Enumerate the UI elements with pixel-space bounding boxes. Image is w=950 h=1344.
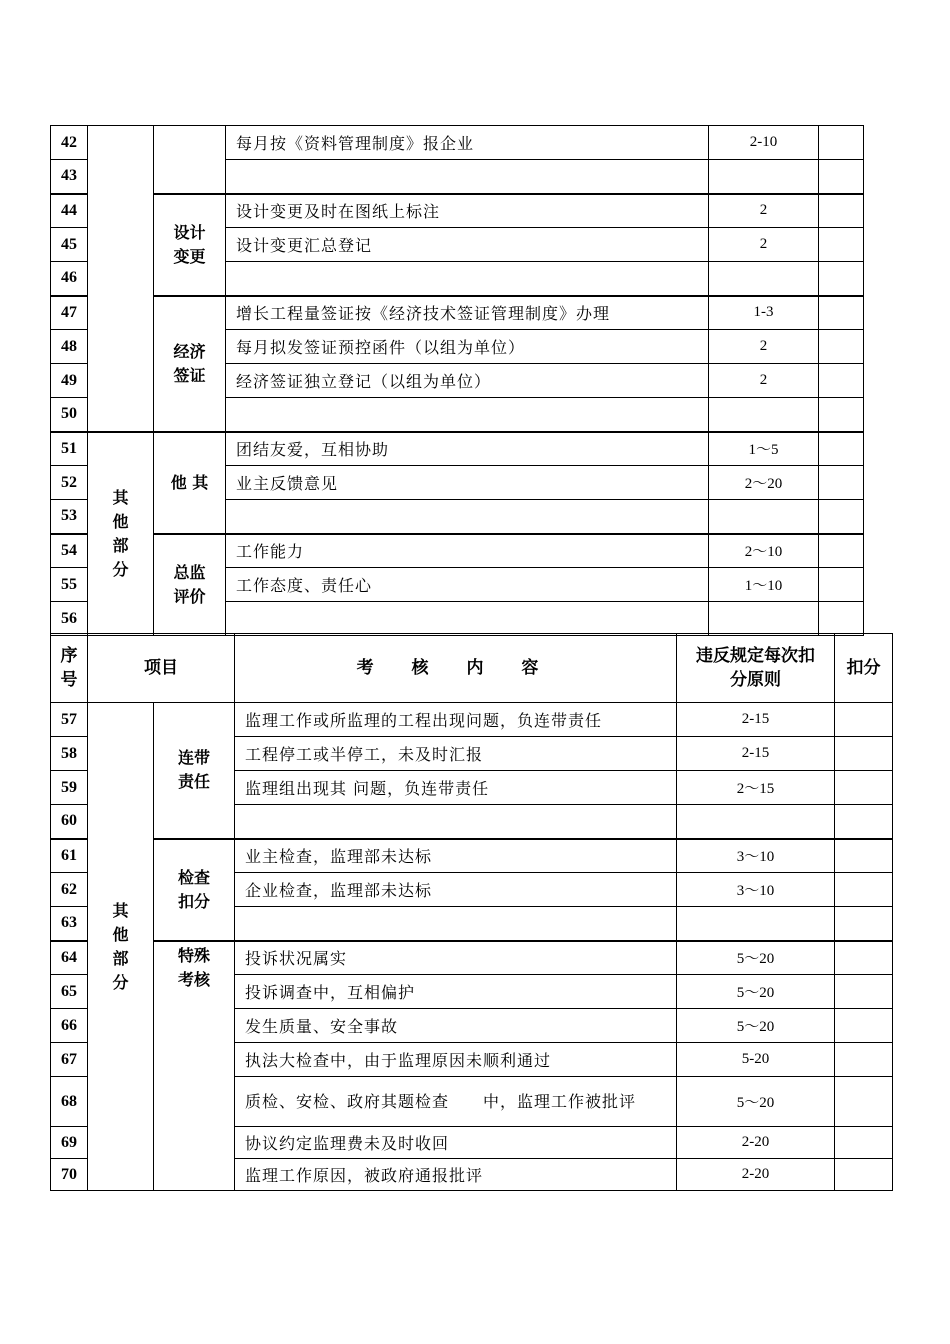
deduction-cell[interactable] bbox=[819, 160, 864, 194]
deduction-cell[interactable] bbox=[819, 228, 864, 262]
points-cell bbox=[677, 907, 835, 941]
points-cell bbox=[709, 398, 819, 432]
header-content: 考 核 内 容 bbox=[235, 634, 677, 703]
item-text bbox=[235, 805, 677, 839]
item-text: 质检、安检、政府其题检查 中，监理工作被批评 bbox=[235, 1077, 677, 1127]
row-number: 49 bbox=[51, 364, 88, 398]
points-cell bbox=[709, 500, 819, 534]
item-text: 执法大检查中，由于监理原因未顺利通过 bbox=[235, 1043, 677, 1077]
row-number: 66 bbox=[51, 1009, 88, 1043]
deduction-cell[interactable] bbox=[835, 839, 893, 873]
points-cell: 5～20 bbox=[677, 975, 835, 1009]
header-rule-label: 违反规定每次扣分原则 bbox=[696, 646, 815, 690]
subcategory-special-assess bbox=[154, 941, 235, 1191]
deduction-cell[interactable] bbox=[819, 432, 864, 466]
subcategory-label: 总监评价 bbox=[173, 562, 206, 606]
row-number: 59 bbox=[51, 771, 88, 805]
header-seq bbox=[51, 634, 88, 703]
row-number: 68 bbox=[51, 1077, 88, 1127]
points-cell: 5～20 bbox=[677, 1077, 835, 1127]
row-number: 70 bbox=[51, 1159, 88, 1191]
item-text: 发生质量、安全事故 bbox=[235, 1009, 677, 1043]
deduction-cell[interactable] bbox=[819, 534, 864, 568]
row-number: 56 bbox=[51, 602, 88, 636]
points-cell: 2 bbox=[709, 194, 819, 228]
deduction-cell[interactable] bbox=[819, 568, 864, 602]
deduction-cell[interactable] bbox=[835, 941, 893, 975]
item-text: 每月拟发签证预控函件（以组为单位） bbox=[226, 330, 709, 364]
header-seq-label: 序号 bbox=[60, 646, 78, 690]
subcategory-label: 检查扣分 bbox=[177, 867, 210, 911]
points-cell bbox=[709, 160, 819, 194]
deduction-cell[interactable] bbox=[819, 364, 864, 398]
deduction-cell[interactable] bbox=[835, 1009, 893, 1043]
subcategory-cell bbox=[154, 126, 226, 194]
item-text bbox=[226, 160, 709, 194]
item-text: 设计变更汇总登记 bbox=[226, 228, 709, 262]
row-number: 52 bbox=[51, 466, 88, 500]
subcategory-label: 特殊考核 bbox=[177, 945, 210, 989]
item-text: 监理工作或所监理的工程出现问题，负连带责任 bbox=[235, 703, 677, 737]
item-text: 投诉调查中，互相偏护 bbox=[235, 975, 677, 1009]
deduction-cell[interactable] bbox=[835, 1043, 893, 1077]
category-other-parts bbox=[88, 703, 154, 1191]
points-cell: 2-10 bbox=[709, 126, 819, 160]
row-number: 62 bbox=[51, 873, 88, 907]
item-text: 每月按《资料管理制度》报企业 bbox=[226, 126, 709, 160]
row-number: 45 bbox=[51, 228, 88, 262]
deduction-cell[interactable] bbox=[819, 330, 864, 364]
points-cell: 1-3 bbox=[709, 296, 819, 330]
points-cell: 2-20 bbox=[677, 1127, 835, 1159]
deduction-cell[interactable] bbox=[835, 907, 893, 941]
row-number: 69 bbox=[51, 1127, 88, 1159]
points-cell: 2～15 bbox=[677, 771, 835, 805]
category-label: 其他部分 bbox=[112, 900, 129, 992]
deduction-cell[interactable] bbox=[835, 703, 893, 737]
subcategory-label: 经济签证 bbox=[173, 341, 206, 385]
points-cell: 1～5 bbox=[709, 432, 819, 466]
item-text: 团结友爱，互相协助 bbox=[226, 432, 709, 466]
item-text: 设计变更及时在图纸上标注 bbox=[226, 194, 709, 228]
category-other-parts bbox=[88, 432, 154, 636]
points-cell: 2-20 bbox=[677, 1159, 835, 1191]
header-rule bbox=[677, 634, 835, 703]
category-cell bbox=[88, 126, 154, 432]
header-deduct: 扣分 bbox=[835, 634, 893, 703]
row-number: 65 bbox=[51, 975, 88, 1009]
row-number: 44 bbox=[51, 194, 88, 228]
points-cell: 2～10 bbox=[709, 534, 819, 568]
row-number: 47 bbox=[51, 296, 88, 330]
points-cell: 5～20 bbox=[677, 941, 835, 975]
deduction-cell[interactable] bbox=[835, 975, 893, 1009]
points-cell: 2 bbox=[709, 228, 819, 262]
row-number: 60 bbox=[51, 805, 88, 839]
row-number: 54 bbox=[51, 534, 88, 568]
deduction-cell[interactable] bbox=[819, 126, 864, 160]
deduction-cell[interactable] bbox=[835, 805, 893, 839]
row-number: 48 bbox=[51, 330, 88, 364]
item-text bbox=[235, 907, 677, 941]
item-text: 业主反馈意见 bbox=[226, 466, 709, 500]
points-cell bbox=[677, 805, 835, 839]
points-cell: 2-15 bbox=[677, 737, 835, 771]
subcategory-chief-eval bbox=[154, 534, 226, 636]
deduction-cell[interactable] bbox=[819, 262, 864, 296]
subcategory-design-change bbox=[154, 194, 226, 296]
item-text: 监理工作原因，被政府通报批评 bbox=[235, 1159, 677, 1191]
item-text bbox=[226, 602, 709, 636]
subcategory-economic-visa bbox=[154, 296, 226, 432]
deduction-cell[interactable] bbox=[819, 398, 864, 432]
row-number: 61 bbox=[51, 839, 88, 873]
item-text: 经济签证独立登记（以组为单位） bbox=[226, 364, 709, 398]
deduction-cell[interactable] bbox=[835, 1077, 893, 1127]
row-number: 53 bbox=[51, 500, 88, 534]
points-cell: 3～10 bbox=[677, 873, 835, 907]
assessment-table-top bbox=[50, 125, 864, 636]
item-text: 业主检查，监理部未达标 bbox=[235, 839, 677, 873]
row-number: 58 bbox=[51, 737, 88, 771]
deduction-cell[interactable] bbox=[819, 466, 864, 500]
subcategory-label: 连带责任 bbox=[177, 748, 210, 792]
deduction-cell[interactable] bbox=[835, 1159, 893, 1191]
item-text: 工程停工或半停工，未及时汇报 bbox=[235, 737, 677, 771]
points-cell: 2 bbox=[709, 330, 819, 364]
points-cell: 2 bbox=[709, 364, 819, 398]
item-text: 企业检查，监理部未达标 bbox=[235, 873, 677, 907]
deduction-cell[interactable] bbox=[835, 873, 893, 907]
row-number: 51 bbox=[51, 432, 88, 466]
deduction-cell[interactable] bbox=[835, 771, 893, 805]
points-cell bbox=[709, 262, 819, 296]
item-text bbox=[226, 262, 709, 296]
item-text: 监理组出现其 问题，负连带责任 bbox=[235, 771, 677, 805]
subcategory-label: 设计变更 bbox=[173, 222, 206, 266]
item-text bbox=[226, 398, 709, 432]
deduction-cell[interactable] bbox=[819, 602, 864, 636]
points-cell: 2～20 bbox=[709, 466, 819, 500]
subcategory-inspection-deduct bbox=[154, 839, 235, 941]
subcategory-joint-liability bbox=[154, 703, 235, 839]
assessment-table-bottom bbox=[50, 633, 893, 1191]
item-text bbox=[226, 500, 709, 534]
points-cell bbox=[709, 602, 819, 636]
row-number: 50 bbox=[51, 398, 88, 432]
item-text: 工作态度、责任心 bbox=[226, 568, 709, 602]
row-number: 55 bbox=[51, 568, 88, 602]
points-cell: 3～10 bbox=[677, 839, 835, 873]
deduction-cell[interactable] bbox=[819, 500, 864, 534]
row-number: 43 bbox=[51, 160, 88, 194]
item-text: 增长工程量签证按《经济技术签证管理制度》办理 bbox=[226, 296, 709, 330]
item-text: 协议约定监理费未及时收回 bbox=[235, 1127, 677, 1159]
subcategory-other bbox=[154, 432, 226, 534]
row-number: 63 bbox=[51, 907, 88, 941]
deduction-cell[interactable] bbox=[835, 737, 893, 771]
row-number: 42 bbox=[51, 126, 88, 160]
item-text: 投诉状况属实 bbox=[235, 941, 677, 975]
row-number: 57 bbox=[51, 703, 88, 737]
header-project: 项目 bbox=[88, 634, 235, 703]
item-text: 工作能力 bbox=[226, 534, 709, 568]
deduction-cell[interactable] bbox=[819, 296, 864, 330]
points-cell: 5-20 bbox=[677, 1043, 835, 1077]
points-cell: 1～10 bbox=[709, 568, 819, 602]
row-number: 46 bbox=[51, 262, 88, 296]
row-number: 64 bbox=[51, 941, 88, 975]
deduction-cell[interactable] bbox=[819, 194, 864, 228]
points-cell: 2-15 bbox=[677, 703, 835, 737]
category-label: 其他部分 bbox=[112, 487, 129, 579]
subcategory-label: 他 其 bbox=[170, 472, 209, 492]
row-number: 67 bbox=[51, 1043, 88, 1077]
deduction-cell[interactable] bbox=[835, 1127, 893, 1159]
points-cell: 5～20 bbox=[677, 1009, 835, 1043]
